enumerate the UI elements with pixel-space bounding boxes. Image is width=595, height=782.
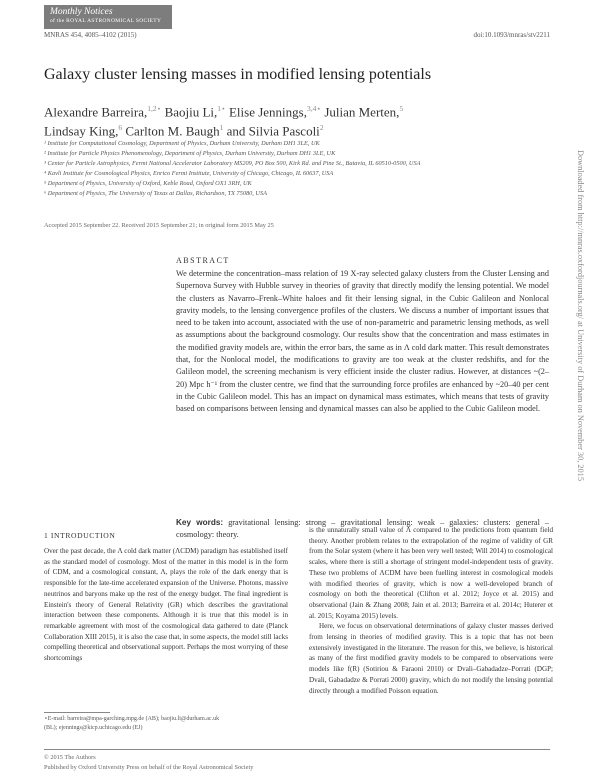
author-affiliation-mark: 1⋆ [217, 104, 226, 113]
author-affiliation-mark: 2 [319, 123, 324, 133]
footnote-divider [44, 712, 110, 713]
intro-column-right [309, 525, 553, 696]
author-affiliation-mark: 1 [219, 123, 224, 133]
intro-paragraph: is the unnaturally small value of Λ compared to the predictions from quantum field theory. Another problem relates to the extrapolation of the regime of validity of GR from the Solar system (where it has been very well tested; Will 2014) to cosmological scales, where there is still a shortage of stringent model-independent tests of gravity. These two problems of ΛCDM have been fuelling interest in cosmological models with modified theories of gravity, which is now a well-developed branch of cosmology on both the theoretical (Clifton et al. 2012; Joyce et al. 2015) and observational (Jain & Zhang 2008; Jain et al. 2013; Barreira et al. 2014c; Huterer et al. 2015; Koyama 2015) levels. [309, 526, 553, 620]
copyright-notice [44, 753, 253, 773]
logo-subtitle: of the ROYAL ASTRONOMICAL SOCIETY [50, 18, 162, 24]
author-name: Lindsay King, [44, 123, 119, 139]
copyright-line: © 2015 The Authors [44, 754, 96, 761]
author-name: and Silvia Pascoli [223, 123, 320, 139]
email-line[interactable]: (BL); ejennings@kicp.uchicago.edu (EJ) [44, 725, 143, 731]
keywords-label: Key words: [176, 518, 224, 527]
author-name: Alexandre Barreira, [44, 104, 148, 120]
journal-logo [44, 5, 172, 29]
publisher-line: Published by Oxford University Press on behalf of the Royal Astronomical Society [44, 764, 254, 771]
affiliation-item: ³ Center for Particle Astrophysics, Fermi National Accelerator Laboratory MS209, PO Box 500, Kirk Rd. and Pine St., Batavia, IL 60510-0500, USA [44, 160, 421, 167]
email-line[interactable]: ⋆E-mail: barreira@mpa-garching.mpg.de (AB); baojiu.li@durham.ac.uk [44, 716, 220, 722]
keywords-text: gravitational lensing: strong – gravitational lensing: weak – galaxies: clusters: general – cosmology: theory. [176, 518, 549, 540]
author-affiliation-mark: 6 [118, 123, 123, 133]
affiliation-item: ⁵ Department of Physics, University of Oxford, Keble Road, Oxford OX1 3RH, UK [44, 180, 252, 187]
abstract-text: We determine the concentration–mass relation of 19 X-ray selected galaxy clusters from the Cluster Lensing and Supernova Survey with Hubble survey in theories of gravity that directly modify the lensing potential. We model the clusters as Navarro–Frenk–White haloes and fit their lensing signal, in the Cubic Galileon and Nonlocal gravity models, to the lensing convergence profiles of the clusters. We discuss a number of important issues that need to be taken into account, associated with the use of non-parametric and parametric lensing methods, as well as assumptions about the background cosmology. Our results show that the concentration and mass estimates in the modified gravity models are, within the error bars, the same as in Λ cold dark matter. This result demonstrates that, for the Nonlocal model, the modifications to gravity are too weak at the cluster redshifts, and for the Galileon model, the screening mechanism is very efficient inside the cluster radius. However, at distances ~(2–20) Mpc h⁻¹ from the cluster centre, we find that the surrounding force profiles are enhanced by ~20–40 per cent in the Cubic Galileon model. This has an impact on dynamical mass estimates, which means that tests of gravity based on comparisons between lensing and dynamical masses can also be applied to the Cubic Galileon model. [176, 269, 549, 414]
paper-title: Galaxy cluster lensing masses in modified lensing potentials [44, 66, 432, 83]
received-accepted-dates: Accepted 2015 September 22. Received 2015 September 21; in original form 2015 May 25 [44, 222, 274, 229]
intro-column-left: Over the past decade, the Λ cold dark matter (ΛCDM) paradigm has established itself as the standard model of cosmology. Most of the matter in this model is in the form of CDM, and a cosmological constant, Λ, plays the role of the dark energy that is responsible for the late-time accelerated expansion of the Universe. Photons, massive neutrinos and baryons make up the rest of the energy budget. The final ingredient is Einstein's theory of General Relativity (GR) which describes the gravitational interaction between these components. Although it is true that this model is in remarkable agreement with most of the cosmological data gathered to date (Planck Collaboration XIII 2015), it is also the case that, in some aspects, the model still lacks compelling theoretical and observational support. Perhaps the most worrying of these shortcomings [44, 547, 288, 663]
journal-reference: MNRAS 454, 4085–4102 (2015) [44, 31, 137, 39]
author-affiliation-mark: 5 [399, 104, 404, 113]
footer-divider [44, 749, 550, 750]
affiliation-list [44, 139, 564, 199]
logo-title: Monthly Notices [50, 7, 113, 17]
affiliation-item: ⁶ Department of Physics, The University of Texas at Dallas, Richardson, TX 75080, USA [44, 190, 267, 197]
author-name: Julian Merten, [321, 104, 400, 120]
corresponding-emails [44, 715, 294, 733]
author-list [44, 101, 544, 140]
download-text[interactable]: Downloaded from http://mnras.oxfordjournals.org/ at University of Durham on November 30, 2015 [576, 150, 585, 481]
author-name: Baojiu Li, [161, 104, 218, 120]
affiliation-item: ² Institute for Particle Physics Phenomenology, Department of Physics, Durham University, Durham DH1 3LE, UK [44, 150, 336, 157]
affiliation-item: ¹ Institute for Computational Cosmology, Department of Physics, Durham University, Durham DH1 3LE, UK [44, 140, 320, 147]
abstract-heading: ABSTRACT [176, 256, 230, 265]
author-affiliation-mark: 1,2⋆ [147, 104, 162, 113]
download-sidenote [573, 150, 587, 610]
author-name: Carlton M. Baugh [122, 123, 220, 139]
author-affiliation-mark: 3,4⋆ [306, 104, 322, 113]
doi-link[interactable]: doi:10.1093/mnras/stv2211 [473, 31, 550, 39]
affiliation-item: ⁴ Kavli Institute for Cosmological Physics, Enrico Fermi Institute, University of Chicago, Chicago, IL 60637, USA [44, 170, 334, 177]
intro-paragraph: Here, we focus on observational determinations of galaxy cluster masses derived from lensing in theories of modified gravity. This is a topic that has not been extensively investigated in the literature. The reason for this, we believe, is historical as many of the first modified gravity models to be compared to observations were models like f(R) (Sotiriou & Faraoni 2010) or Dvali–Gabadadze–Porrati (DGP; Dvali, Gabadadze & Porrati 2000) gravity, which do not modify the lensing potential directly through a modified Poisson equation. [309, 622, 553, 695]
author-name: Elise Jennings, [225, 104, 307, 120]
section-heading: 1 INTRODUCTION [44, 531, 116, 540]
